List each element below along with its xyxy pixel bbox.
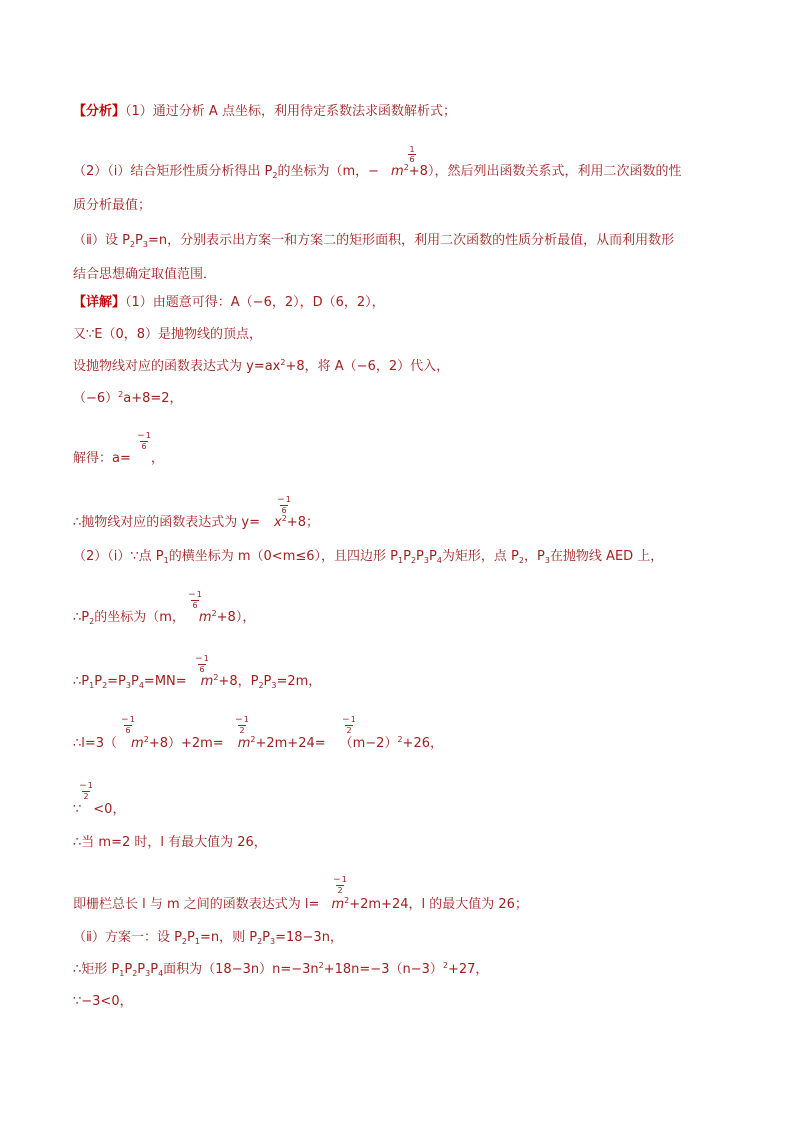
text: 即栅栏总长 l 与 m 之间的函数表达式为 l= — [73, 897, 320, 912]
sup: 2 — [281, 514, 287, 523]
detail-line-6 — [73, 514, 319, 533]
frac-den: 2 — [239, 726, 245, 735]
text: 设抛物线对应的函数表达式为 y=ax — [73, 359, 281, 374]
text: ，P — [523, 549, 545, 564]
analysis-line-5 — [73, 266, 216, 284]
sub: 1 — [194, 937, 200, 946]
sign: − — [79, 781, 87, 791]
sup: 2 — [250, 735, 256, 744]
sub: 2 — [181, 937, 188, 946]
text: ∵−3<0， — [73, 994, 133, 1009]
sub: 4 — [436, 556, 442, 565]
sup: 2 — [213, 673, 219, 682]
fraction-neg-1-6 — [195, 654, 209, 674]
frac-num: 1 — [196, 590, 202, 599]
frac-num: 1 — [341, 875, 347, 884]
fraction-neg-1-6 — [188, 590, 202, 610]
analysis-line-1 — [73, 103, 456, 121]
text: （ⅱ）设 P — [73, 233, 130, 248]
fraction-1-6 — [405, 145, 419, 164]
fraction-neg-1-2 — [333, 875, 347, 895]
text: +8，将 A（−6，2）代入， — [285, 359, 450, 374]
frac-den: 6 — [192, 601, 198, 610]
sub: 1 — [398, 556, 404, 565]
analysis-tag: 【分析】 — [73, 104, 126, 119]
text: （ⅱ）方案一：设 P — [73, 930, 182, 945]
text: =P — [107, 674, 126, 689]
detail-line-2 — [73, 326, 262, 344]
frac-num: 1 — [129, 715, 135, 724]
frac-den: 2 — [83, 792, 89, 801]
text: =MN= — [143, 674, 187, 689]
analysis-line-4 — [73, 232, 674, 251]
text: =18−3n， — [275, 930, 343, 945]
text: 为矩形，点 P — [441, 549, 519, 564]
analysis-line-2 — [73, 163, 681, 182]
sub: 4 — [158, 969, 164, 978]
sub: 2 — [102, 681, 108, 690]
sub: 2 — [257, 937, 263, 946]
text: +8； — [286, 515, 319, 530]
sub: 1 — [119, 969, 125, 978]
fraction-neg-1-6 — [121, 715, 135, 735]
sign: − — [342, 715, 350, 725]
text: +8），然后列出函数关系式，利用二次函数的性 — [408, 164, 682, 179]
frac-den: 6 — [125, 726, 131, 735]
frac-num: 1 — [243, 715, 249, 724]
text: a+8=2， — [123, 391, 183, 406]
text: +8）， — [216, 610, 256, 625]
frac-den: 2 — [346, 726, 352, 735]
text: 面积为（18−3n）n=−3n — [163, 962, 319, 977]
text: +8，P — [218, 674, 259, 689]
text: x — [274, 515, 282, 530]
detail-line-3 — [73, 358, 449, 377]
text: ∴l=3（ — [73, 736, 118, 751]
text: +8）+2m= — [148, 736, 224, 751]
sub: 2 — [258, 681, 264, 690]
sub: 1 — [163, 556, 169, 565]
sub: 3 — [544, 556, 550, 565]
text: （1）由题意可得：A（−6，2），D（6，2）， — [125, 295, 385, 310]
frac-den: 6 — [409, 155, 415, 164]
sub: 3 — [142, 240, 148, 249]
frac-den: 6 — [199, 665, 205, 674]
fraction-neg-1-6 — [277, 495, 291, 515]
detail-tag: 【详解】 — [73, 295, 126, 310]
detail-line-7: （2）（ⅰ）∵点 $P_1$的横坐标为 m（0<m≤6），且四边形 $P_1P_2P_3P_4$为矩形，点 $P_2$，$P_3$在抛物线 AED 上， — [73, 549, 664, 565]
sup: 2 — [442, 961, 448, 970]
text: ∴矩形 P — [73, 962, 120, 977]
text: +27， — [447, 962, 489, 977]
frac-num: 1 — [350, 715, 356, 724]
frac-num: 1 — [285, 495, 291, 504]
detail-line-14: （ⅱ）方案一：设 $P_2P_1=n$，则 $P_2P_3=18-3n$， — [73, 930, 343, 946]
text: 质分析最值； — [73, 198, 152, 213]
sup: 2 — [397, 735, 403, 744]
sup: 2 — [403, 163, 409, 172]
detail-line-12 — [73, 834, 267, 852]
frac-num: 1 — [409, 145, 415, 154]
sub: 3 — [423, 556, 429, 565]
fraction-neg-1-2 — [79, 781, 93, 801]
text: 结合思想确定取值范围． — [73, 267, 217, 282]
text: 解得：a= — [73, 451, 131, 466]
detail-line-13 — [73, 896, 528, 915]
analysis-text-1: （1）通过分析 A 点坐标，利用待定系数法求函数解析式； — [125, 104, 456, 119]
sub: 2 — [518, 556, 524, 565]
frac-num: 1 — [145, 431, 151, 440]
analysis-line-3 — [73, 197, 151, 215]
text: 的坐标为（m，− — [277, 164, 380, 179]
detail-line-11 — [73, 801, 125, 819]
text: （2）（ⅰ）结合矩形性质分析得出 P — [73, 164, 273, 179]
detail-line-1 — [73, 294, 385, 312]
text: 的横坐标为 m（0<m≤6），且四边形 P — [168, 549, 398, 564]
sub: 3 — [125, 681, 131, 690]
text: （2）（ⅰ）∵点 P — [73, 549, 164, 564]
text: ∴抛物线对应的函数表达式为 y= — [73, 515, 260, 530]
text: ∴P — [73, 610, 90, 625]
detail-line-5 — [73, 450, 164, 468]
sign: − — [333, 875, 341, 885]
frac-num: 1 — [203, 654, 209, 663]
detail-line-9: $\therefore P_1P_2=P_3P_4=MN= m^2+8$，$P_2P_3=2m$， — [73, 673, 322, 690]
detail-line-16 — [73, 993, 133, 1011]
sub: 1 — [89, 681, 95, 690]
text: +26， — [402, 736, 443, 751]
text: +18n=−3（n−3） — [323, 962, 443, 977]
frac-den: 6 — [141, 442, 147, 451]
frac-den: 2 — [337, 886, 343, 895]
sign: − — [277, 495, 285, 505]
text: P — [135, 233, 143, 248]
text: +2m+24= — [255, 736, 326, 751]
text: 又∵E（0，8）是抛物线的顶点， — [73, 327, 263, 342]
fraction-neg-1-6 — [137, 431, 151, 451]
sub: 2 — [129, 240, 136, 249]
sup: 2 — [118, 390, 124, 399]
sup: 2 — [344, 896, 350, 905]
sign: − — [195, 654, 203, 664]
text: ∴当 m=2 时，l 有最大值为 26， — [73, 835, 267, 850]
text: 的坐标为（m， — [94, 610, 185, 625]
sub: 2 — [132, 969, 138, 978]
fraction-neg-1-2 — [235, 715, 249, 735]
detail-line-4 — [73, 390, 183, 409]
fraction-neg-1-2 — [342, 715, 356, 735]
sub: 3 — [145, 969, 151, 978]
text: m — [331, 897, 345, 912]
text: =2m， — [276, 674, 322, 689]
frac-num: 1 — [87, 781, 93, 790]
text: ， — [150, 451, 164, 466]
sub: 3 — [271, 681, 277, 690]
sub: 2 — [89, 617, 95, 626]
text: m — [391, 164, 404, 179]
text: m — [198, 610, 212, 625]
sub: 3 — [270, 937, 276, 946]
sub: 4 — [138, 681, 144, 690]
text: =n，则 P — [199, 930, 258, 945]
text: 在抛物线 AED 上， — [549, 549, 664, 564]
sup: 2 — [280, 358, 286, 367]
text: =n，分别表示出方案一和方案二的矩形面积，利用二次函数的性质分析最值，从而利用数形 — [147, 233, 675, 248]
text: +2m+24，l 的最大值为 26； — [349, 897, 528, 912]
detail-line-15: ∴矩形 $P_1P_2P_3P_4$面积为$(18-3n)n=-3n^2+18n=-3(n-3)^2+27$， — [73, 961, 489, 978]
text: （−6） — [73, 391, 119, 406]
sign: − — [188, 590, 196, 600]
text: m — [131, 736, 144, 751]
text: （m−2） — [339, 736, 398, 751]
sup: 2 — [143, 735, 149, 744]
text: <0， — [93, 802, 126, 817]
text: m — [237, 736, 251, 751]
detail-line-10 — [73, 735, 443, 754]
text: ∵ — [73, 802, 82, 817]
sub: 2 — [410, 556, 417, 565]
text: m — [200, 674, 214, 689]
text: ∴P — [73, 674, 90, 689]
sup: 2 — [318, 961, 324, 970]
sub: 2 — [272, 171, 278, 180]
sup: 2 — [211, 609, 217, 618]
detail-line-8 — [73, 609, 255, 628]
sign: − — [235, 715, 243, 725]
frac-den: 6 — [281, 506, 287, 515]
sign: − — [121, 715, 129, 725]
sign: − — [137, 431, 145, 441]
